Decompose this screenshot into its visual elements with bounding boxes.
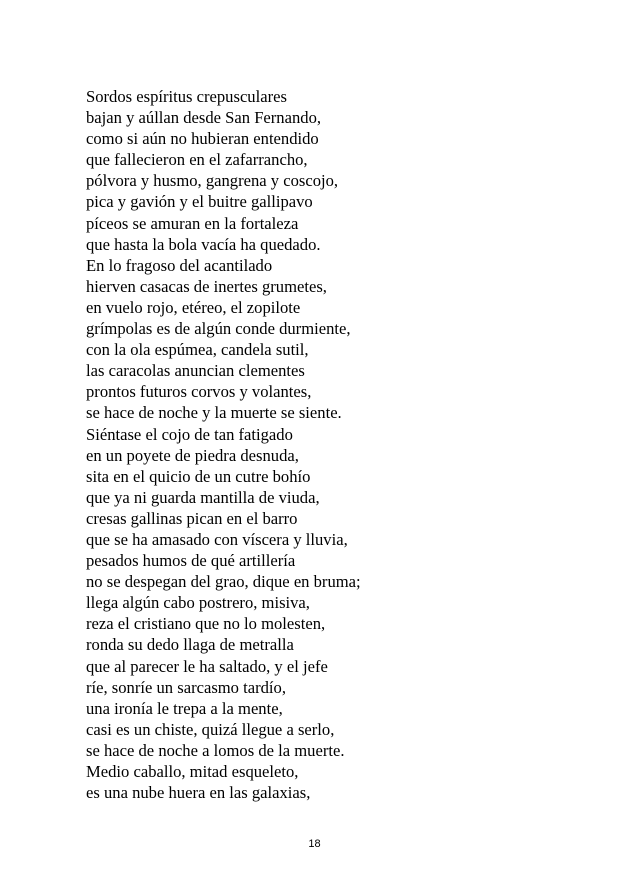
poem-line: que ya ni guarda mantilla de viuda, [86,487,320,507]
poem-line: cresas gallinas pican en el barro [86,508,298,528]
poem-line: se hace de noche a lomos de la muerte. [86,740,345,760]
poem-line: una ironía le trepa a la mente, [86,698,283,718]
poem-line: llega algún cabo postrero, misiva, [86,593,310,613]
poem-line: con la ola espúmea, candela sutil, [86,340,309,360]
poem-line: como si aún no hubieran entendido [86,129,319,149]
poem-line: ríe, sonríe un sarcasmo tardío, [86,677,286,697]
poem-line: grímpolas es de algún conde durmiente, [86,319,351,339]
poem-line: píceos se amuran en la fortaleza [86,213,299,233]
poem-line: en un poyete de piedra desnuda, [86,445,299,465]
poem-line: En lo fragoso del acantilado [86,255,273,275]
poem-text [86,86,361,803]
poem-line: en vuelo rojo, etéreo, el zopilote [86,297,301,317]
poem-line: pesados humos de qué artillería [86,551,296,571]
poem-line: que fallecieron en el zafarrancho, [86,150,308,170]
poem-line: las caracolas anuncian clementes [86,361,305,381]
poem-line: no se despegan del grao, dique en bruma; [86,572,361,592]
poem-line: se hace de noche y la muerte se siente. [86,403,342,423]
poem-line: sita en el quicio de un cutre bohío [86,466,311,486]
poem-line: que hasta la bola vacía ha quedado. [86,234,321,254]
poem-line: reza el cristiano que no lo molesten, [86,614,326,634]
page-number: 18 [308,838,321,850]
poem-line: ronda su dedo llaga de metralla [86,635,294,655]
poem-line: Medio caballo, mitad esqueleto, [86,762,299,781]
poem-line: que se ha amasado con víscera y lluvia, [86,529,348,549]
poem-line: Siéntase el cojo de tan fatigado [86,424,293,444]
poem-line: pica y gavión y el buitre gallipavo [86,192,313,212]
poem-line: casi es un chiste, quizá llegue a serlo, [86,719,335,739]
poem-line: bajan y aúllan desde San Fernando, [86,108,322,128]
poem-line: pólvora y husmo, gangrena y coscojo, [86,171,339,191]
poem-line: hierven casacas de inertes grumetes, [86,276,327,296]
poem-line: que al parecer le ha saltado, y el jefe [86,656,328,676]
poem-line: prontos futuros corvos y volantes, [86,382,312,402]
poem-line: es una nube huera en las galaxias, [86,783,311,803]
poem-line: Sordos espíritus crepusculares [86,87,287,106]
